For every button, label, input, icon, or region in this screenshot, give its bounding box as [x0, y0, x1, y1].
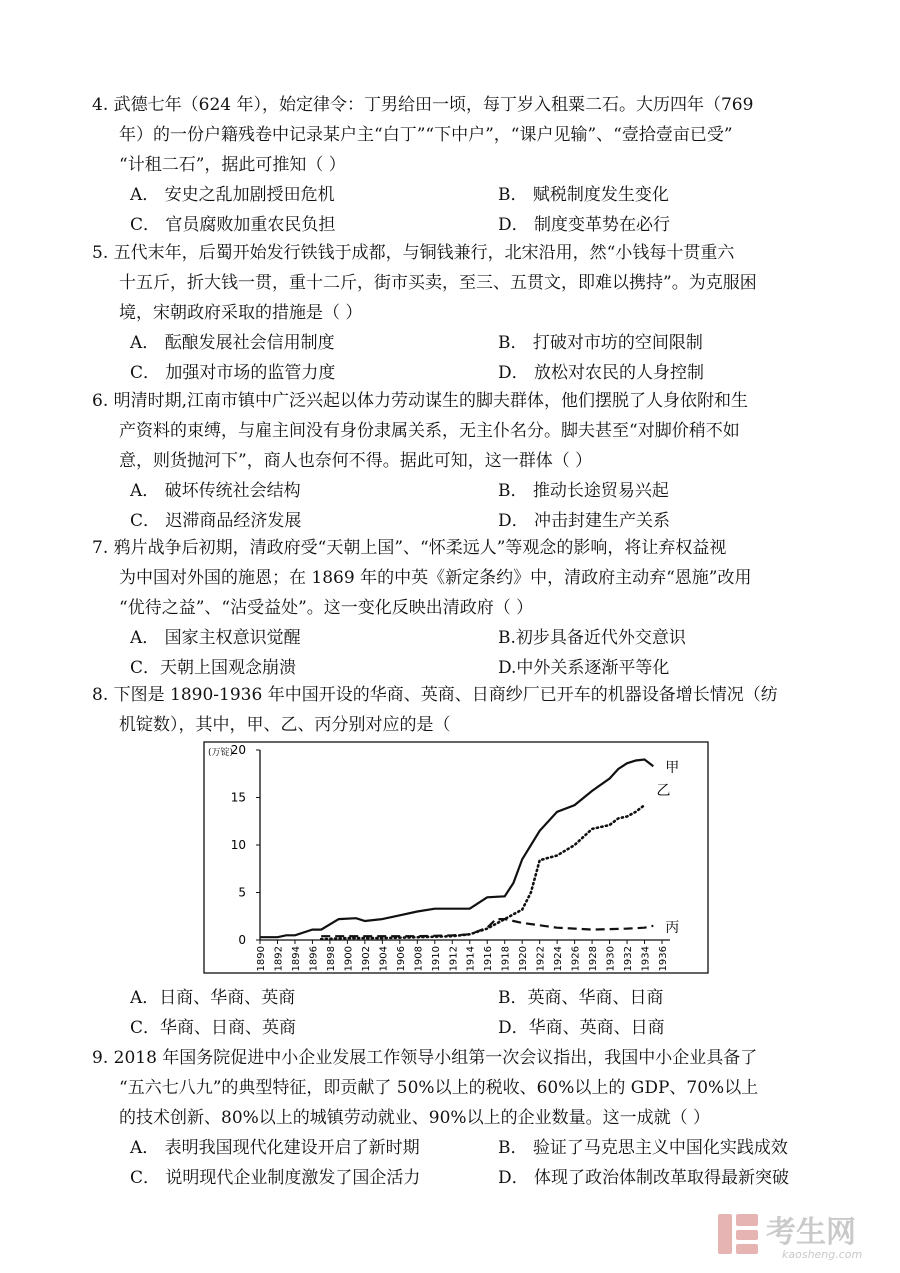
y-tick-label: 20	[230, 743, 246, 757]
question-text-line: 6. 明清时期,江南市镇中广泛兴起以体力劳动谋生的脚夫群体，他们摆脱了人身依附和生	[92, 391, 749, 411]
question-text-line: 机锭数），其中，甲、乙、丙分别对应的是（	[119, 715, 451, 735]
question-text-line: “五六七八九”的典型特征，即贡献了 50%以上的税收、60%以上的 GDP、70%以上	[119, 1078, 759, 1098]
x-tick-label: 1912	[448, 946, 460, 972]
option-c[interactable]: C．华商、日商、英商	[130, 1018, 297, 1038]
x-tick-label: 1898	[325, 946, 337, 972]
watermark-text: 考生网	[766, 1215, 856, 1250]
series-label-甲: 甲	[665, 760, 680, 777]
option-b[interactable]: B.初步具备近代外交意识	[498, 628, 686, 648]
question-text-line: 为中国对外国的施恩；在 1869 年的中英《新定条约》中，清政府主动弃“恩施”改用	[119, 568, 752, 588]
option-b[interactable]: B． 赋税制度发生变化	[498, 185, 669, 205]
option-d[interactable]: D． 体现了政治体制改革取得最新突破	[498, 1168, 790, 1188]
option-d[interactable]: D． 放松对农民的人身控制	[498, 363, 705, 383]
question-text-line: 4. 武德七年（624 年），始定律令：丁男给田一顷，每丁岁入租粟二石。大历四年（769	[92, 95, 754, 115]
option-b[interactable]: B．英商、华商、日商	[498, 988, 664, 1008]
x-tick-label: 1916	[483, 946, 495, 972]
x-tick-label: 1900	[343, 946, 355, 972]
x-tick-label: 1920	[518, 946, 530, 972]
x-tick-label: 1894	[290, 946, 302, 972]
option-d[interactable]: D． 冲击封建生产关系	[498, 511, 671, 531]
y-axis-unit: (万锭)	[208, 748, 234, 758]
option-b[interactable]: B． 打破对市坊的空间限制	[498, 333, 703, 353]
question-text-line: “优待之益”、“沾受益处”。这一变化反映出清政府（ ）	[119, 598, 534, 618]
x-tick-label: 1910	[430, 946, 442, 972]
option-a[interactable]: A． 表明我国现代化建设开启了新时期	[130, 1138, 420, 1158]
option-d[interactable]: D.中外关系逐渐平等化	[498, 658, 670, 678]
x-tick-label: 1922	[535, 946, 547, 972]
x-tick-label: 1926	[570, 946, 582, 972]
question-8-options	[92, 987, 822, 1039]
option-c[interactable]: C． 迟滞商品经济发展	[130, 511, 302, 531]
option-a[interactable]: A． 破坏传统社会结构	[130, 481, 301, 501]
x-tick-label: 1928	[588, 946, 600, 972]
question-text-line: 产资料的束缚，与雇主间没有身份隶属关系，无主仆名分。脚夫甚至“对脚价稍不如	[119, 421, 740, 441]
option-c[interactable]: C． 说明现代企业制度激发了国企活力	[130, 1168, 421, 1188]
x-tick-label: 1924	[553, 946, 565, 972]
question-7	[92, 537, 822, 677]
question-4	[92, 94, 822, 234]
x-tick-label: 1936	[658, 946, 669, 972]
question-text-line: 的技术创新、80%以上的城镇劳动就业、90%以上的企业数量。这一成就（ ）	[119, 1108, 710, 1128]
question-text-line: 意，则货抛河下”，商人也奈何不得。据此可知，这一群体（ ）	[119, 451, 593, 471]
question-text-line: 年）的一份户籍残卷中记录某户主“白丁”“下中户”，“课户见输”、“壹拾壹亩已受”	[119, 125, 733, 145]
watermark-subtext: kaosheng.com	[782, 1248, 863, 1261]
option-c[interactable]: C． 官员腐败加重农民负担	[130, 215, 336, 235]
option-d[interactable]: D． 制度变革势在必行	[498, 215, 671, 235]
x-tick-label: 1906	[395, 946, 407, 972]
option-a[interactable]: A．日商、华商、英商	[130, 988, 296, 1008]
question-9	[92, 1047, 822, 1187]
question-text-line: 境，宋朝政府采取的措施是（ ）	[119, 303, 363, 323]
question-6	[92, 390, 822, 530]
x-tick-label: 1908	[413, 946, 425, 972]
option-a[interactable]: A． 国家主权意识觉醒	[130, 628, 301, 648]
question-8	[92, 684, 822, 736]
x-tick-label: 1918	[500, 946, 512, 972]
question-text-line: 7. 鸦片战争后初期，清政府受“天朝上国”、“怀柔远人”等观念的影响，将让弃权益视	[92, 538, 727, 558]
y-tick-label: 15	[230, 790, 246, 805]
option-d[interactable]: D．华商、英商、日商	[498, 1018, 665, 1038]
question-text-line: 十五斤，折大钱一贯，重十二斤，街市买卖，至三、五贯文，即难以携持”。为克服困	[119, 273, 757, 293]
option-b[interactable]: B． 推动长途贸易兴起	[498, 481, 669, 501]
x-tick-label: 1902	[360, 946, 372, 972]
y-tick-label: 5	[238, 885, 246, 900]
question-text-line: 5. 五代末年，后蜀开始发行铁钱于成都，与铜钱兼行，北宋沿用，然“小钱每十贯重六	[92, 243, 735, 263]
option-b[interactable]: B． 验证了马克思主义中国化实践成效	[498, 1138, 788, 1158]
series-line-乙	[321, 805, 644, 939]
watermark-logo-icon	[718, 1214, 758, 1254]
x-tick-label: 1930	[605, 946, 617, 972]
option-a[interactable]: A． 酝酿发展社会信用制度	[130, 333, 335, 353]
series-label-丙: 丙	[665, 919, 680, 936]
option-c[interactable]: C． 加强对市场的监管力度	[130, 363, 336, 383]
x-tick-label: 1904	[378, 946, 390, 972]
spindle-growth-chart	[202, 740, 710, 975]
series-label-乙: 乙	[656, 783, 671, 800]
option-a[interactable]: A． 安史之乱加剧授田危机	[130, 185, 335, 205]
chart-frame	[204, 742, 708, 973]
y-tick-label: 0	[238, 933, 246, 947]
x-tick-label: 1892	[273, 946, 285, 972]
x-tick-label: 1896	[308, 946, 320, 972]
y-tick-label: 10	[230, 838, 246, 852]
site-watermark	[716, 1206, 886, 1264]
x-tick-label: 1914	[465, 946, 477, 972]
question-text-line: 8. 下图是 1890-1936 年中国开设的华商、英商、日商纱厂已开车的机器设备增长情况（纺	[92, 685, 778, 705]
x-tick-label: 1934	[640, 946, 652, 972]
x-tick-label: 1932	[623, 946, 635, 972]
question-text-line: “计租二石”，据此可推知（ ）	[119, 155, 346, 175]
series-line-甲	[260, 760, 653, 938]
question-5	[92, 242, 822, 382]
question-text-line: 9. 2018 年国务院促进中小企业发展工作领导小组第一次会议指出，我国中小企业具备了	[92, 1048, 758, 1068]
option-c[interactable]: C．天朝上国观念崩溃	[130, 658, 297, 678]
x-tick-label: 1890	[256, 946, 267, 972]
